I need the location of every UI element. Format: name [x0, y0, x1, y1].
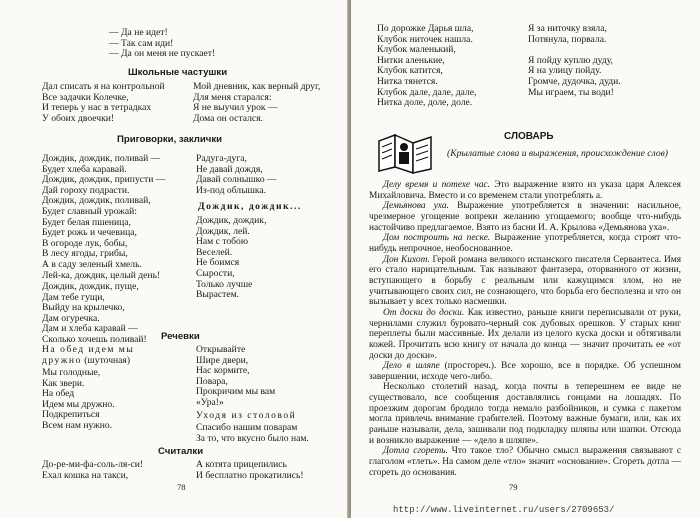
entry-term: Делу время и потехе час. — [383, 180, 491, 190]
poem1-line: Клубок катится, — [377, 65, 443, 77]
rech2a-line: Открывайте — [196, 344, 246, 355]
poem1-line: Нитки аленькие, — [377, 54, 445, 66]
chastushki-heading: Школьные частушки — [128, 67, 228, 78]
rech1-line: Как звери. — [42, 377, 85, 389]
rech2b-line: За то, что вкусно было нам. — [196, 432, 309, 444]
poem2-line: Мы играем, ты води! — [528, 86, 614, 98]
poem2-line: Громче, дудочка, дуди. — [528, 75, 621, 87]
poem2-line: Я пойду куплю дуду, — [528, 54, 613, 66]
dictionary-entry — [369, 308, 681, 361]
chast2-line: Для меня старался: — [193, 91, 272, 103]
sch1-line: Ехал кошка на такси, — [42, 469, 129, 481]
rech-heading-line2: дружно — [42, 354, 82, 366]
sch2-line: И бесплатно прокатились! — [196, 469, 304, 481]
prig1b-line: Дождик, дождик, пуще, — [42, 281, 139, 292]
chastushki-col2 — [193, 82, 320, 124]
page-number-right: 79 — [509, 482, 518, 492]
poem2-line: Я за ниточку взяла, — [528, 23, 607, 34]
prig1-line: В лесу ягоды, грибы, — [42, 248, 128, 260]
rech-heading-line1: На обед идем мы — [42, 344, 135, 355]
rech2a-line: Шире двери, — [196, 354, 249, 366]
rech1-line: Подкрепиться — [42, 409, 100, 421]
prig2a-line: Давай солнышко — — [196, 174, 277, 186]
chast1-line: У обоих двоечки! — [42, 112, 115, 124]
dictionary-entry — [369, 233, 681, 254]
entry-term: Дотла сгореть. — [383, 446, 448, 457]
chast1-line: И теперь у нас в тетрадках — [42, 102, 152, 114]
rech2a-line: Повара, — [196, 375, 228, 387]
prig1b-line: Дам и хлеба каравай — — [42, 323, 138, 335]
prig1-line: Будет белая пшеница, — [42, 216, 131, 228]
rechevki-col1-heading — [42, 345, 134, 366]
prig2b-line: Дождик, лей. — [196, 225, 250, 237]
sch2-line: А котята прицепились — [196, 459, 287, 470]
prig1-line: Дождик, дождик, поливай, — [42, 195, 151, 207]
entry-term: От доски до доски. — [383, 307, 465, 318]
prig2b-line: Только лучше — [196, 278, 253, 290]
prig1-line: Дождик, дождик, поливай — — [42, 153, 161, 164]
poem1-line: По дорожке Дарья шла, — [377, 23, 474, 34]
prigovorki-col2b — [196, 216, 266, 301]
dictionary-entries — [369, 180, 681, 478]
dictionary-entry — [369, 361, 681, 382]
rech1-line: Идем мы дружно. — [42, 398, 115, 410]
entry-text: (простореч.). Все хорошо, все в порядке. Об успешном завершении, исходе чего-либо. — [369, 361, 681, 382]
schitalki-heading: Считалки — [158, 446, 204, 457]
rech1-line: Мы голодные, — [42, 367, 101, 378]
entry-text: Герой романа великого испанского писателя Сервантеса. Имя его стало нарицательным. Так называют фантазера, оторванного от жизни, вступающего в борьбу с реальным или кажущимся злом, но не учитывающего своих сил, не сознающего, что борьба его бесполезна и что он вызывает у всех только насмешки. — [369, 254, 682, 308]
chast2-line: Мой дневник, как верный друг, — [193, 81, 321, 92]
dictionary-subtitle: (Крылатые слова и выражения, происхождение слов) — [447, 148, 668, 159]
prig1-line: Лей-ка, дождик, целый день! — [42, 269, 161, 281]
prig1-line: В огороде лук, бобы, — [42, 237, 128, 249]
right-page — [351, 0, 700, 518]
rech2b-line: Спасибо нашим поварам — [196, 422, 298, 433]
prig2b-line: Дождик, дождик, — [196, 215, 267, 226]
rechevki-col2a — [196, 345, 275, 409]
entry-text: Выражение употребляется, когда строят что-нибудь непрочное, необоснованное. — [369, 233, 681, 254]
prig1-line: Дай гороху подрасти. — [42, 184, 130, 196]
intro-dialogue — [109, 28, 215, 60]
poem1-line: Нитка доле, доле, доле. — [377, 97, 473, 109]
prig2a-line: Не давай дождя, — [196, 163, 263, 175]
intro-line: — Да не идет! — [109, 27, 168, 38]
entry-text: Как известно, раньше книги переписывали от руки, чернилами служил буровато-черный сок дубовых орешков. У старых книг переплеты были массивные. Их делали из целого куска доски и обтягивали кожей. Прочитать всю книгу от начала до конца — значит прочитать ее «от доски до доски». — [369, 307, 681, 361]
chast1-line: Все задачки Колечке, — [42, 91, 129, 103]
intro-line: — Так сам иди! — [109, 37, 174, 49]
prig1-line: Будет хлеба каравай. — [42, 163, 127, 175]
poem-col2 — [528, 24, 621, 98]
entry-text: Несколько столетий назад, когда почты в теперешнем ее виде не существовало, все сообщения доставлялись гонцами на лошадях. По проезжим дорогам бродило тогда немало разбойников, и сумка с пакетом могла привлечь внимание грабителей. Поэтому важные бумаги, или, как их раньше называли, дела, зашивали под подкладку шляпы или шапки. Отсюда и возникло выражение — «дело в шляпе». — [369, 382, 681, 446]
intro-line: — Да он меня не пускает! — [109, 48, 216, 60]
poem-col1 — [377, 24, 476, 109]
prig2b-line: Нам с тобою — [196, 236, 249, 248]
entry-term: Дом построить на песке. — [383, 233, 491, 244]
prig2a-line: Радуга-дуга, — [196, 153, 247, 164]
prig1-line: Будет рожь и чечевица, — [42, 227, 137, 239]
schitalki-col2 — [196, 460, 304, 481]
dictionary-entry — [369, 180, 681, 201]
poem1-line: Нитка тянется. — [377, 75, 438, 87]
schitalki-col1 — [42, 460, 143, 481]
chast1-line: Дал списать я на контрольной — [42, 81, 165, 92]
rech2a-line: Нас кормите, — [196, 365, 250, 377]
prig1b-line: Дам огуречка. — [42, 312, 100, 324]
watermark-url: http://www.liveinternet.ru/users/2709653/ — [393, 505, 615, 515]
rechevki-heading: Речевки — [161, 331, 200, 342]
rech2a-line: Прокричим мы вам — [196, 386, 276, 398]
chastushki-col1 — [42, 82, 165, 124]
prigovorki-col1b — [42, 282, 147, 346]
poem1-line: Клубок дале, дале, дале, — [377, 86, 477, 98]
rechevki-col1 — [42, 368, 115, 432]
prig1-line: Будет славный урожай: — [42, 205, 137, 217]
dictionary-entry — [369, 201, 681, 233]
prig1b-line: Дам тебе гущи, — [42, 291, 105, 303]
prigovorki-col2a — [196, 154, 277, 196]
chast2-line: Дома он остался. — [193, 112, 263, 124]
entry-term: Дон Кихот. — [383, 254, 430, 265]
dictionary-entry — [369, 255, 681, 308]
prigovorki-col1 — [42, 154, 165, 281]
poem1-line: Клубок ниточек нашла. — [377, 33, 473, 45]
dictionary-entry — [369, 446, 681, 478]
prig1b-line: Выйду на крылечко, — [42, 302, 125, 314]
prig2b-line: Вырастем. — [196, 289, 240, 301]
poem1-line: Клубок маленький, — [377, 44, 456, 56]
entry-term: Демьянова уха. — [383, 201, 449, 212]
chast2-line: Я не выучил урок — — [193, 102, 278, 114]
prig2b-line: Веселей. — [196, 246, 233, 258]
poem2-line: Я на улицу пойду. — [528, 65, 602, 77]
ukhodya-heading: Уходя из столовой — [196, 410, 297, 421]
prig2b-line: Не боимся — [196, 257, 240, 269]
prig1-line: Дождик, дождик, припусти — — [42, 174, 166, 186]
entry-text: Что такое тло? Обычно смысл выражения связывают с глаголом «тлеть». На самом деле «тло» значит «основание». Сгореть дотла — сгореть до основания. — [369, 446, 681, 478]
prig2a-line: Из-под облышка. — [196, 184, 267, 196]
rech-heading-line3: (шуточная) — [84, 354, 131, 366]
dozhdik-heading: Дождик, дождик... — [198, 201, 302, 212]
prigovorki-heading: Приговорки, заклички — [117, 134, 223, 145]
sch1-line: До-ре-ми-фа-соль-ля-си! — [42, 459, 144, 470]
prig2b-line: Сырости, — [196, 267, 235, 279]
entry-text: Это выражение взято из указа царя Алексея Михайловича. Вместо и со временем стали употреблять а. — [369, 180, 681, 201]
dictionary-entry — [369, 382, 681, 446]
rech1-line: На обед — [42, 388, 75, 400]
prig1b-line: Сколько хочешь поливай! — [42, 333, 147, 345]
page-number-left: 78 — [177, 482, 186, 492]
entry-term: Дело в шляпе — [383, 361, 440, 372]
prig1-line: А в саду зеленый хмель. — [42, 258, 142, 270]
entry-text: Выражение употребляется в значении: насильное, чрезмерное угощение вопреки желанию угощаемого; вообще что-нибудь настойчиво предлагаемое. Взято из басни И. А. Крылова «Демьянова уха». — [369, 201, 681, 233]
dictionary-heading: СЛОВАРЬ — [504, 131, 554, 142]
rech1-line: Всем нам нужно. — [42, 419, 113, 431]
left-page — [0, 0, 349, 518]
rech2a-line: «Ура!» — [196, 396, 224, 408]
dictionary-illustration-icon — [377, 131, 437, 175]
poem2-line: Потянула, порвала. — [528, 33, 607, 45]
rechevki-col2b — [196, 423, 309, 444]
